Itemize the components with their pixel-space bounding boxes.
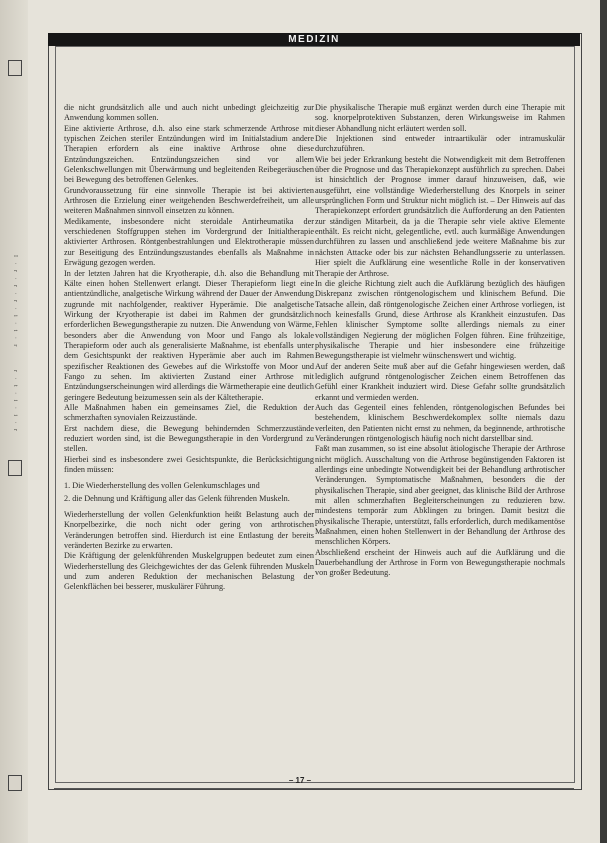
paragraph: Auch das Gegenteil eines fehlenden, röntgenologischen Befundes bei bestehendem, klinischem Beschwerdekomplex sollte niemals dazu verleiten, den Patienten nicht ernst zu nehmen, da beginnende, arthrotische Veränderungen röntgenologisch häufig noch nicht darstellbar sind. bbox=[315, 402, 565, 443]
left-column bbox=[64, 103, 314, 593]
paragraph: Alle Maßnahmen haben ein gemeinsames Ziel, die Reduktion der schmerzhaften synovialen Reizzustände. bbox=[64, 402, 314, 423]
paragraph: Wiederherstellung der vollen Gelenkfunktion heißt Belastung auch der Knorpelbezirke, die noch nicht oder gering von arthrotischen Veränderungen betroffen sind. Hierdurch ist eine Entlastung der bereits veränderten Bezirke zu erwarten. bbox=[64, 510, 314, 551]
paragraph: Abschließend erscheint der Hinweis auch auf die Aufklärung und die Dauerbehandlung der Arthrose in Form von Bewegungstherapie nochmals von großer Bedeutung. bbox=[315, 547, 565, 578]
list-item: 2. die Dehnung und Kräftigung aller das Gelenk führenden Muskeln. bbox=[64, 493, 290, 503]
paragraph: Medikamente, insbesondere nicht steroidale Antirheumatika der verschiedenen Stoffgruppen stehen im Vordergrund der Initialtherapie aktivierter Arthrosen. Röntgenbestrahlungen und Elektrotherapie müssen zur Beseitigung des Entzündungszustandes ebenfalls als Maßnahme in Erwägung gezogen werden. bbox=[64, 216, 314, 268]
section-header: MEDIZIN bbox=[48, 33, 580, 46]
paragraph: Faßt man zusammen, so ist eine absolut ätiologische Therapie der Arthrose nicht möglich. Ausschaltung von die Arthrose begünstigenden Faktoren ist allerdings eine unbedingte Notwendigkeit bei der Behandlung arthrotischer Veränderungen. Symptomatische Maßnahmen, besonders die der physikalischen Therapie, sind aber geeignet, das klinische Bild der Arthrose mit allen schmerzhaften Begleiterscheinungen zu reduzieren bzw. mindestens temporär zum Abklingen zu bringen. Damit besitzt die physikalische Therapie, unterstützt, falls erforderlich, durch medikamentöse Maßnahmen, einen hohen Stellenwert in der Behandlung der Arthrose des menschlichen Körpers. bbox=[315, 444, 565, 547]
binding-hole-top bbox=[8, 60, 22, 76]
paragraph: Wie bei jeder Erkrankung besteht die Notwendigkeit mit dem Betroffenen über die Prognose und das Therapiekonzept ausführlich zu sprechen. Dabei ist hinsichtlich der Prognose immer darauf hinzuweisen, daß, wie ausgeführt, eine vollständige Wiederherstellung des Knorpels in seiner ursprünglichen Form und Struktur nicht möglich ist. – Der Hinweis auf das Therapiekonzept erfordert grundsätzlich die Aufforderung an den Patienten zur ständigen Mitarbeit, da ja die Therapie sehr viele aktive Elemente enthält. Es reicht nicht, gelegentliche, evtl. auch kurmäßige Anwendungen durchführen zu lassen und anschließend jede weitere Maßnahme bis zur nächsten Attacke oder bis zur nächsten Behandlungsserie zu unterlassen. Hier spielt die Aufklärung eine wesentliche Rolle in der konservativen Therapie der Arthrose. bbox=[315, 154, 565, 278]
numbered-list bbox=[64, 481, 314, 504]
paragraph: Die Injektionen sind entweder intraartikulär oder intramuskulär durchzuführen. bbox=[315, 134, 565, 154]
spine-mark-top: I · r · r · r · i · t · r bbox=[12, 255, 18, 349]
list-item: 1. Die Wiederherstellung des vollen Gelenkumschlages und bbox=[64, 481, 260, 491]
page-spine bbox=[0, 0, 28, 843]
footer-rule bbox=[54, 788, 574, 789]
paragraph: Erst nachdem diese, die Bewegung behindernden Schmerzzustände reduziert worden sind, ist die Bewegungstherapie in den Vordergrund zu stellen. bbox=[64, 423, 314, 454]
paragraph: die nicht grundsätzlich alle und auch nicht unbedingt gleichzeitig zur Anwendung kommen sollen. bbox=[64, 103, 314, 123]
paragraph: Die physikalische Therapie muß ergänzt werden durch eine Therapie mit sog. knorpelprotektiven Substanzen, deren Wirkungsweise im Rahmen dieser Abhandlung nicht erläutert werden soll. bbox=[315, 103, 565, 133]
paragraph: In die gleiche Richtung zielt auch die Aufklärung bezüglich des häufigen Diskrepanz zwischen röntgenologischem und klinischem Befund. Die Tatsache allein, daß röntgenologische Zeichen einer Arthrose vorliegen, ist noch keinesfalls Grund, diese Arthrose als Krankheit einzustufen. Das Fehlen klinischer Symptome sollte allerdings niemals zu einer vollständigen Negierung der möglichen Folgen führen. Eine frühzeitige, physikalische Therapie und hier insbesondere eine frühzeitige Bewegungstherapie ist vielmehr wünschenswert und wichtig. bbox=[315, 278, 565, 361]
right-column bbox=[315, 103, 565, 579]
paragraph: Die Kräftigung der gelenkführenden Muskelgruppen bedeutet zum einen Wiederherstellung des Gleichgewichtes der das Gelenk führenden Muskeln und zum anderen Reduktion der mechanischen Belastung der Gelenkflächen bei besserer, muskulärer Führung. bbox=[64, 551, 314, 592]
paragraph: Grundvoraussetzung für eine sinnvolle Therapie ist bei aktivierten Arthrosen die Erzielung einer weitgehenden Beschwerdefreiheit, um alle weiteren Maßnahmen sinnvoll einsetzen zu können. bbox=[64, 185, 314, 216]
paragraph: Auf der anderen Seite muß aber auf die Gefahr hingewiesen werden, daß lediglich aufgrund röntgenologischer Zeichen einem Betroffenen das Gefühl einer Krankheit induziert wird. Diese Gefahr sollte grundsätzlich erkannt und vermieden werden. bbox=[315, 361, 565, 402]
binding-hole-middle bbox=[8, 460, 22, 476]
paragraph: Eine aktivierte Arthrose, d.h. also eine stark schmerzende Arthrose mit typischen Zeichen steriler Entzündungen wird im Initialstadium andere Therapien erfordern als eine inaktive Arthrose ohne diese Entzündungszeichen. Entzündungszeichen sind vor allem Gelenkschwellungen mit Überwärmung und begleitenden Reibegeräuschen bei Bewegung des betroffenen Gelenkes. bbox=[64, 123, 314, 185]
paragraph: In der letzten Jahren hat die Kryotherapie, d.h. also die Behandlung mit Kälte einen hohen Stellenwert erlangt. Dieser Therapieform liegt eine antientzündliche, analgetische Wirkung während der Dauer der Anwendung zugrunde mit nachfolgender, reaktiver Hyperämie. Die analgetische Wirkung der Kryotherapie ist dabei im Rahmen der grundsätzlich erforderlichen Bewegungstherapie zu nutzen. Die Anwendung von Wärme, besonders aber die Anwendung von Moor und Fango als lokale Therapieform oder auch als generalisierte Maßnahme, ist ebenfalls unter dem Gesichtspunkt der reaktiven Hyperämie aber auch im Rahmen spezifischer Reaktionen des Gewebes auf die Wirkstoffe von Moor und Fango zu sehen. Im aktivierten Zustand einer Arthrose mit Entzündungserscheinungen wird allerdings die Wärmetherapie eine deutlich geringere Bedeutung beizumessen sein als der Kältetherapie. bbox=[64, 268, 314, 402]
paragraph: Hierbei sind es insbesondere zwei Gesichtspunkte, die Berücksichtigung finden müssen: bbox=[64, 454, 314, 475]
spine-mark-bottom: r · t · i · i · r bbox=[12, 370, 18, 433]
page-number: – 17 – bbox=[288, 776, 312, 785]
